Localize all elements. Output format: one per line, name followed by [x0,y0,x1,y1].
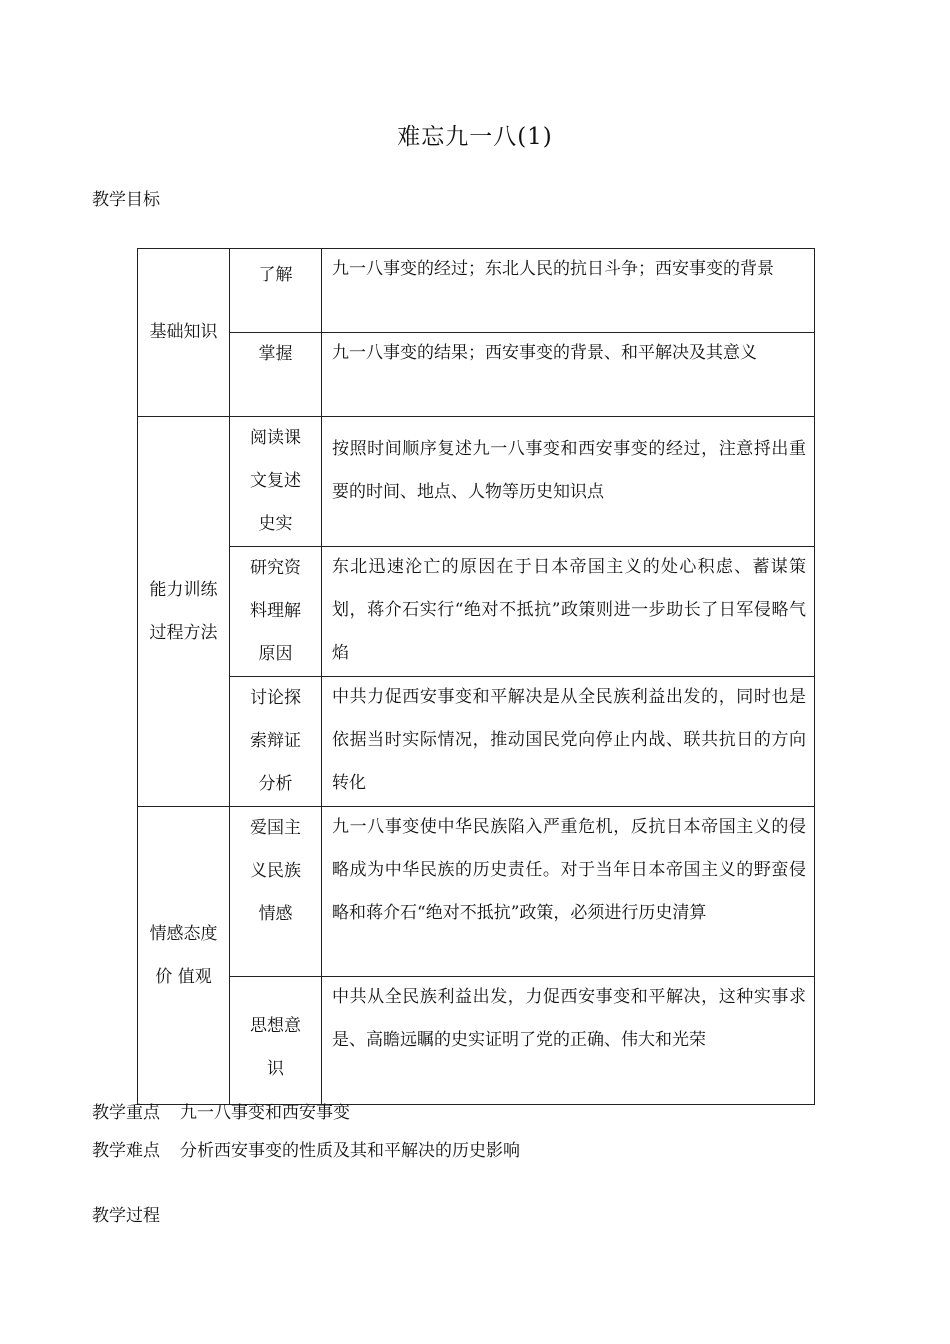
subcategory-label: 讨论探索辩证分析 [250,688,301,794]
category-label: 能力训练过程方法 [149,579,218,643]
subcategory-cell [230,677,322,807]
subcategory-cell [230,807,322,977]
subcategory-label: 了解 [258,265,293,285]
description-cell [322,807,815,977]
category-cell [138,417,230,807]
description-text: 九一八事变使中华民族陷入严重危机，反抗日本帝国主义的侵略成为中华民族的历史责任。对于当年日本帝国主义的野蛮侵略和蒋介石“绝对不抵抗”政策，必须进行历史清算 [332,817,806,923]
document-title: 难忘九一八(1) [397,124,553,150]
description-cell [322,547,815,677]
objectives-table [137,248,815,1105]
description-cell [322,333,815,417]
objective-row [138,807,815,977]
objective-row [138,977,815,1105]
description-text: 按照时间顺序复述九一八事变和西安事变的经过，注意捋出重要的时间、地点、人物等历史知识点 [332,439,806,502]
objective-row [138,547,815,677]
subcategory-label: 研究资料理解原因 [250,558,301,664]
objectives-heading: 教学目标 [92,190,160,210]
subcategory-label: 阅读课文复述史实 [250,428,301,534]
description-cell [322,249,815,333]
description-cell [322,417,815,547]
subcategory-cell [230,249,322,333]
difficult-point-text: 分析西安事变的性质及其和平解决的历史影响 [180,1141,520,1161]
description-text: 东北迅速沦亡的原因在于日本帝国主义的处心积虑、蓄谋策划，蒋介石实行“绝对不抵抗”政策则进一步助长了日军侵略气焰 [332,557,806,663]
subcategory-cell [230,547,322,677]
category-cell [138,249,230,417]
category-label: 情感态度价 值观 [149,923,218,987]
key-point [92,1101,350,1125]
description-text: 九一八事变的经过；东北人民的抗日斗争；西安事变的背景 [332,259,774,279]
difficult-point [92,1139,520,1163]
description-cell [322,977,815,1105]
difficult-point-label: 教学难点 [92,1141,160,1161]
subcategory-cell [230,333,322,417]
subcategory-label: 掌握 [258,344,293,364]
subcategory-label: 思想意识 [250,1016,301,1079]
category-cell [138,807,230,1105]
objective-row [138,333,815,417]
description-text: 中共力促西安事变和平解决是从全民族利益出发的，同时也是依据当时实际情况，推动国民党向停止内战、联共抗日的方向转化 [332,687,806,793]
objective-row [138,417,815,547]
subcategory-cell [230,977,322,1105]
description-cell [322,677,815,807]
description-text: 中共从全民族利益出发，力促西安事变和平解决，这种实事求是、高瞻远瞩的史实证明了党的正确、伟大和光荣 [332,987,806,1050]
subcategory-cell [230,417,322,547]
objective-row [138,677,815,807]
objective-row [138,249,815,333]
key-point-label: 教学重点 [92,1103,160,1123]
description-text: 九一八事变的结果；西安事变的背景、和平解决及其意义 [332,343,757,363]
key-point-text: 九一八事变和西安事变 [180,1103,350,1123]
process-heading: 教学过程 [92,1206,160,1226]
subcategory-label: 爱国主义民族情感 [250,818,301,924]
category-label: 基础知识 [149,322,218,342]
